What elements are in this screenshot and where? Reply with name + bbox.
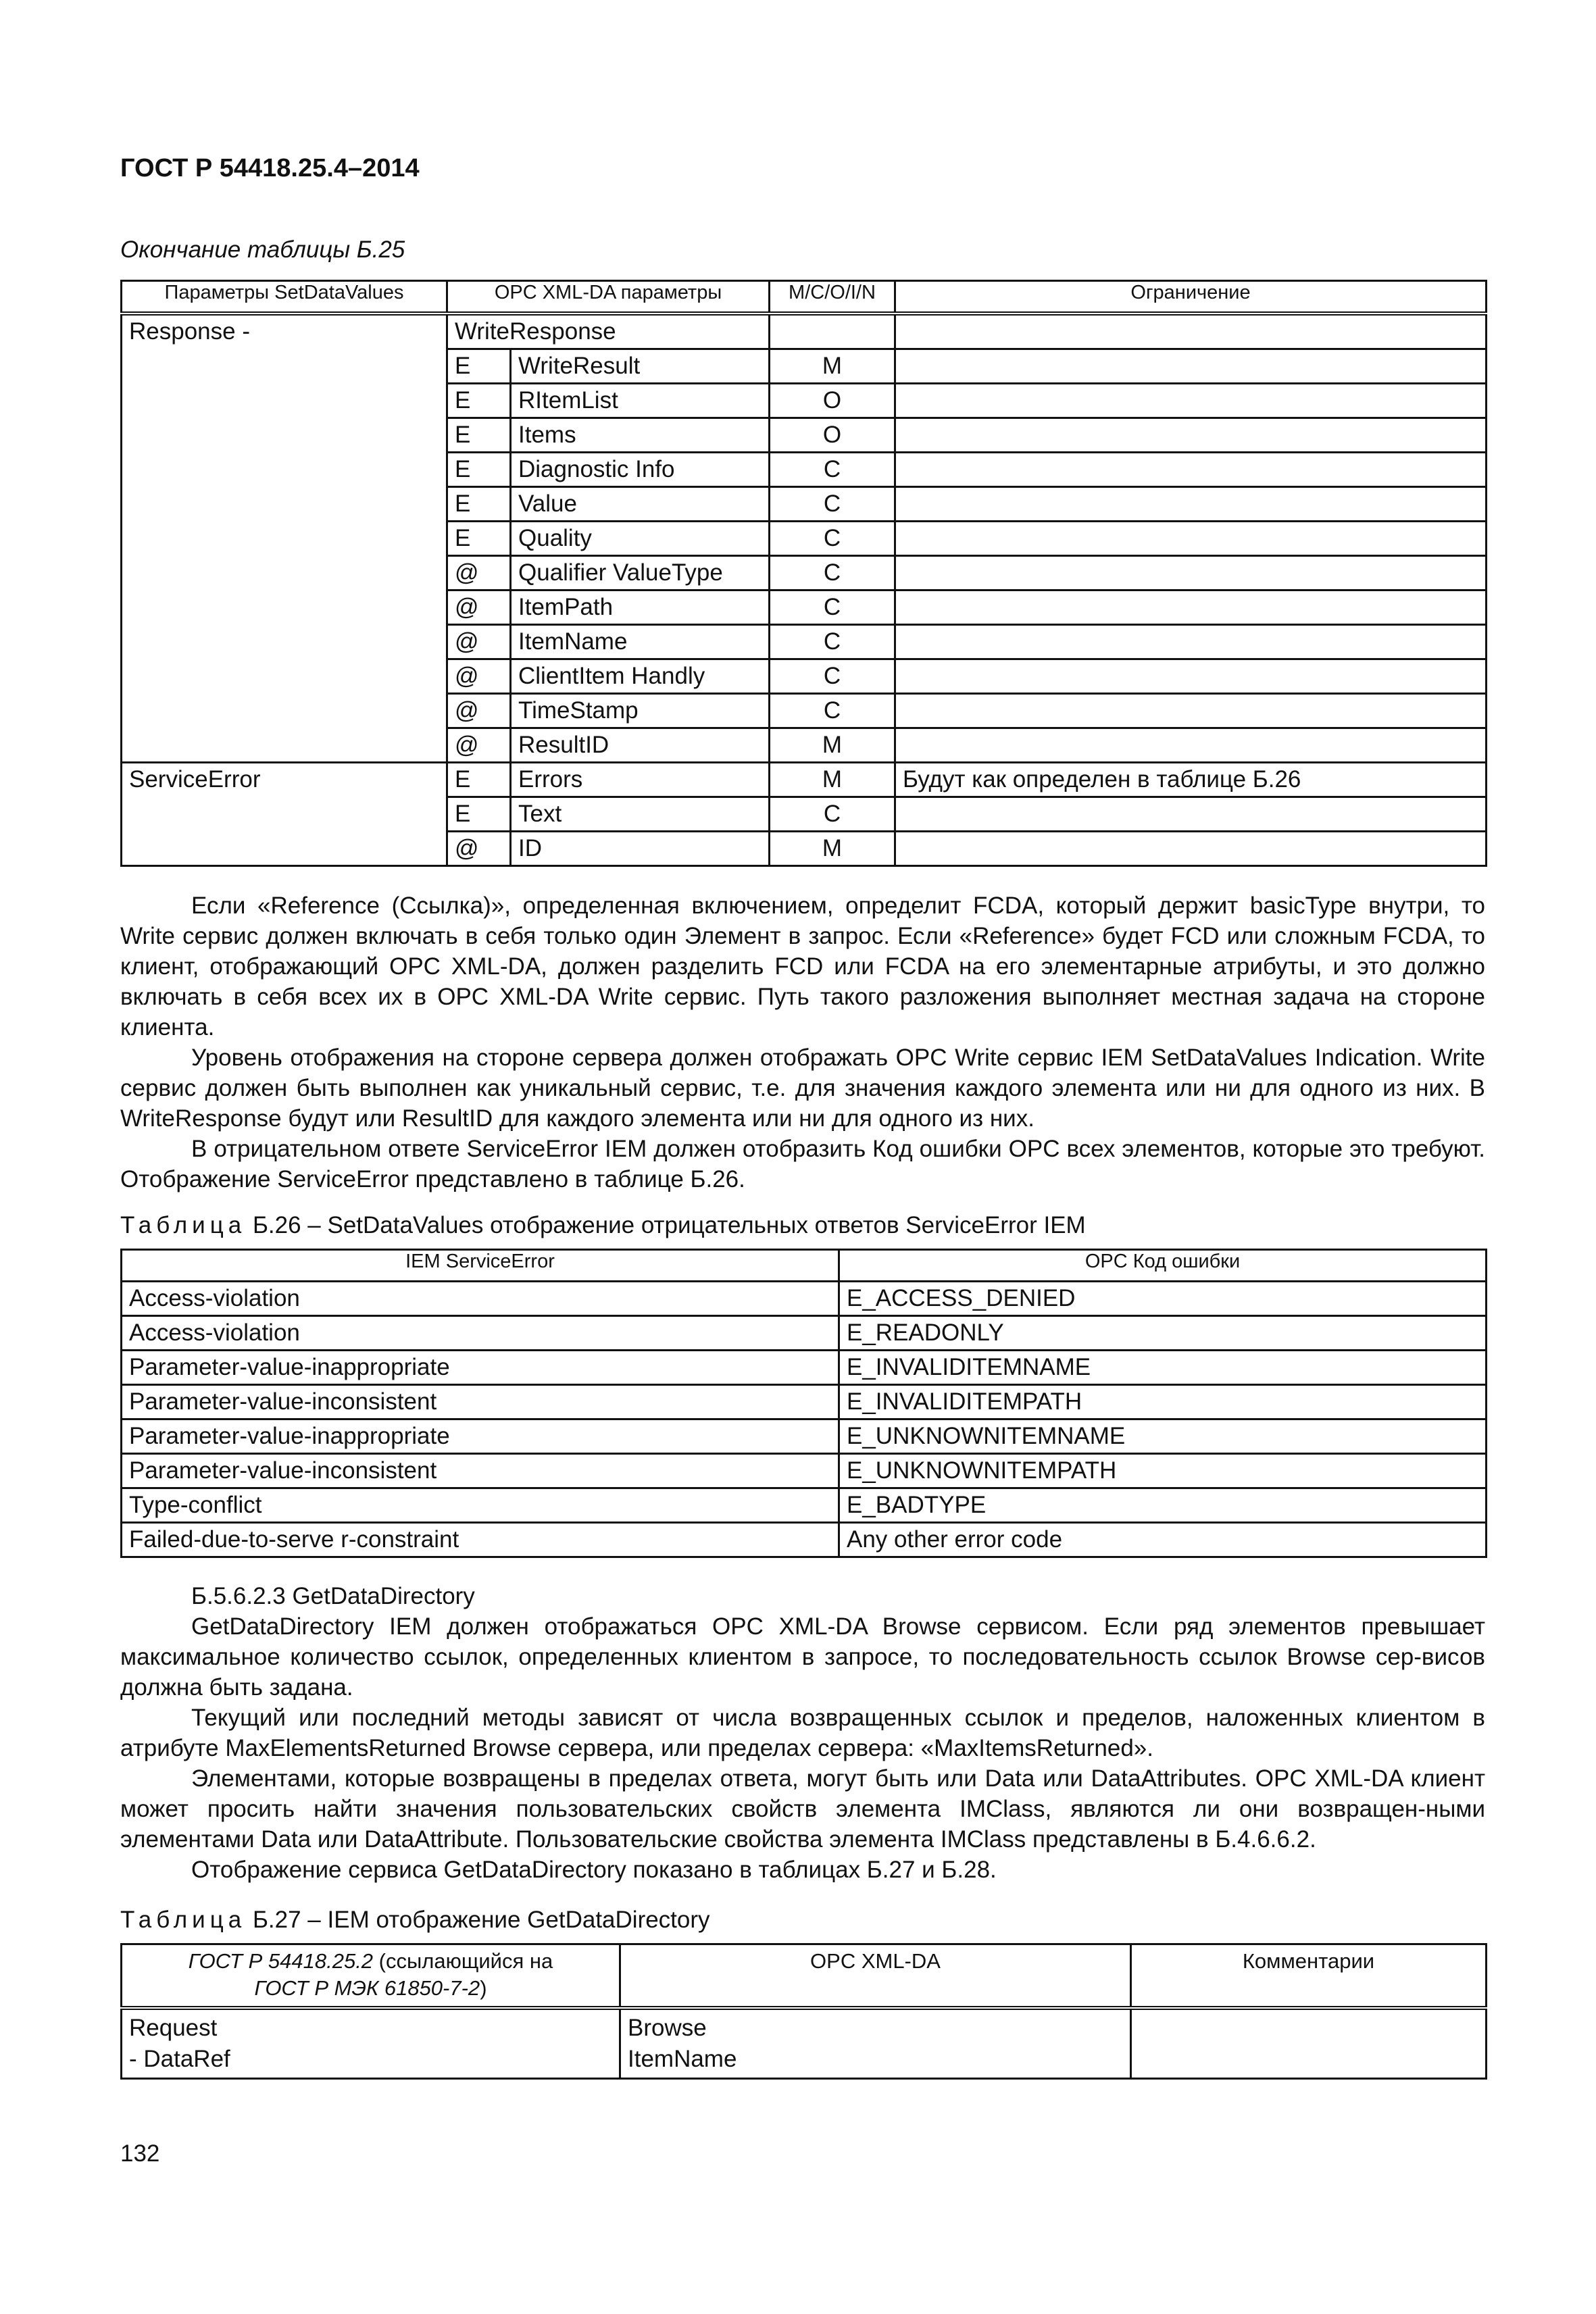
paragraph: Отображение сервиса GetDataDirectory показано в таблицах Б.27 и Б.28.: [191, 1857, 997, 1883]
opc-error-code-cell: E_BADTYPE: [839, 1488, 1487, 1523]
restriction-cell: [895, 590, 1487, 625]
column-header: OPC XML-DA параметры: [447, 281, 770, 314]
element-name-cell: Items: [511, 418, 770, 453]
paragraph: Текущий или последний методы зависят от числа возвращенных ссылок и пределов, наложенных клиентом в атрибуте MaxElementsReturned Browse сервера, или пределах сервера: «MaxItemsReturned».: [120, 1705, 1485, 1761]
restriction-cell: [895, 797, 1487, 832]
restriction-cell: [895, 832, 1487, 866]
restriction-cell: [895, 487, 1487, 522]
column-header-part: ГОСТ Р МЭК 61850-7-2: [254, 1976, 480, 2000]
element-type-cell: @: [447, 625, 511, 659]
element-type-cell: E: [447, 418, 511, 453]
element-name-cell: TimeStamp: [511, 694, 770, 728]
response-label-cell: Response -: [122, 313, 447, 763]
element-name-cell: ResultID: [511, 728, 770, 763]
table-row: [122, 1316, 1487, 1351]
table-caption-label: Таблица: [120, 1907, 247, 1933]
table-cell: [895, 313, 1487, 349]
element-name-cell: Text: [511, 797, 770, 832]
iem-service-error-cell: Type-conflict: [122, 1488, 839, 1523]
column-header: Параметры SetDataValues: [122, 281, 447, 314]
iem-service-error-cell: Parameter-value-inappropriate: [122, 1419, 839, 1454]
restriction-cell: [895, 349, 1487, 384]
column-header: Комментарии: [1131, 1944, 1487, 2009]
element-type-cell: E: [447, 797, 511, 832]
restriction-cell: [895, 522, 1487, 556]
mcoin-cell: M: [770, 349, 895, 384]
table-caption-label: Таблица: [120, 1212, 247, 1238]
cell-line: - DataRef: [129, 2046, 230, 2072]
table-header-row: [122, 1944, 1487, 2009]
opc-error-code-cell: E_INVALIDITEMNAME: [839, 1351, 1487, 1385]
opc-error-code-cell: E_UNKNOWNITEMNAME: [839, 1419, 1487, 1454]
element-type-cell: E: [447, 349, 511, 384]
column-header: OPC XML-DA: [620, 1944, 1131, 2009]
element-name-cell: RItemList: [511, 384, 770, 418]
opc-error-code-cell: E_UNKNOWNITEMPATH: [839, 1454, 1487, 1488]
cell-line: Request: [129, 2015, 218, 2041]
mcoin-cell: C: [770, 797, 895, 832]
restriction-cell: [895, 694, 1487, 728]
table-27: [120, 1943, 1487, 2080]
element-type-cell: E: [447, 522, 511, 556]
table-header-row: [122, 281, 1487, 314]
mcoin-cell: M: [770, 728, 895, 763]
table-cell: [770, 313, 895, 349]
table-row: [122, 1385, 1487, 1419]
restriction-cell: [895, 418, 1487, 453]
table-26-caption: [120, 1212, 1086, 1239]
element-name-cell: Qualifier ValueType: [511, 556, 770, 590]
table-cell: [620, 2008, 1131, 2079]
mcoin-cell: M: [770, 763, 895, 797]
table-row: [122, 763, 1487, 797]
element-name-cell: ID: [511, 832, 770, 866]
mcoin-cell: C: [770, 522, 895, 556]
table-row: [122, 1488, 1487, 1523]
table-row: [122, 1523, 1487, 1557]
cell-line: Browse: [628, 2015, 707, 2041]
response-root-cell: WriteResponse: [447, 313, 770, 349]
mcoin-cell: C: [770, 556, 895, 590]
restriction-cell: [895, 659, 1487, 694]
paragraph: Уровень отображения на стороне сервера должен отображать OPC Write сервис IEM SetDataValues Indication. Write сервис должен быть выполнен как уникальный сервис, т.е. для значения каждого элемента или ни для одного из них. В WriteResponse будут или ResultID для каждого элемента или ни для одного из них.: [120, 1045, 1485, 1132]
column-header: M/C/O/I/N: [770, 281, 895, 314]
mcoin-cell: C: [770, 659, 895, 694]
paragraph: Элементами, которые возвращены в пределах ответа, могут быть или Data или DataAttributes. OPC XML-DA клиент может просить найти значения пользовательских свойств элемента IMClass, являются ли они возвращен-ными элементами Data или DataAttribute. Пользовательские свойства элемента IMClass представлены в Б.4.6.6.2.: [120, 1765, 1485, 1853]
element-type-cell: @: [447, 590, 511, 625]
element-type-cell: @: [447, 832, 511, 866]
table-27-caption: [120, 1907, 710, 1934]
column-header-part: (ссылающийся на: [373, 1949, 553, 1973]
table-25-caption: Окончание таблицы Б.25: [120, 236, 405, 263]
mcoin-cell: O: [770, 418, 895, 453]
body-text-block-2: [120, 1581, 1485, 1885]
service-error-label-cell: ServiceError: [122, 763, 447, 866]
table-row: [122, 1282, 1487, 1316]
table-caption-text: Б.26 – SetDataValues отображение отрицательных ответов ServiceError IEM: [246, 1212, 1086, 1238]
table-row: [122, 1419, 1487, 1454]
column-header-standard-ref: [122, 1944, 620, 2009]
mcoin-cell: C: [770, 625, 895, 659]
element-name-cell: ItemName: [511, 625, 770, 659]
element-type-cell: E: [447, 453, 511, 487]
iem-service-error-cell: Failed-due-to-serve r-constraint: [122, 1523, 839, 1557]
column-header: IEM ServiceError: [122, 1250, 839, 1282]
page-number: 132: [120, 2140, 160, 2167]
table-26: [120, 1249, 1487, 1558]
element-name-cell: ItemPath: [511, 590, 770, 625]
restriction-cell: [895, 453, 1487, 487]
table-cell: [1131, 2008, 1487, 2079]
mcoin-cell: C: [770, 487, 895, 522]
opc-error-code-cell: E_ACCESS_DENIED: [839, 1282, 1487, 1316]
iem-service-error-cell: Parameter-value-inconsistent: [122, 1385, 839, 1419]
element-name-cell: Value: [511, 487, 770, 522]
paragraph: GetDataDirectory IEM должен отображаться OPC XML-DA Browse сервисом. Если ряд элементов превышает максимальное количество ссылок, определенных клиентом в запросе, то последовательность ссылок Browse сер-висов должна быть задана.: [120, 1613, 1485, 1701]
iem-service-error-cell: Parameter-value-inappropriate: [122, 1351, 839, 1385]
opc-error-code-cell: E_INVALIDITEMPATH: [839, 1385, 1487, 1419]
mcoin-cell: C: [770, 590, 895, 625]
table-caption-text: Б.27 – IEM отображение GetDataDirectory: [246, 1907, 710, 1933]
column-header: OPC Код ошибки: [839, 1250, 1487, 1282]
iem-service-error-cell: Access-violation: [122, 1316, 839, 1351]
column-header-part: ГОСТ Р 54418.25.2: [188, 1949, 374, 1973]
restriction-cell: [895, 384, 1487, 418]
table-row: [122, 1351, 1487, 1385]
table-cell: [122, 2008, 620, 2079]
table-header-row: [122, 1250, 1487, 1282]
paragraph: В отрицательном ответе ServiceError IEM должен отобразить Код ошибки OPC всех элементов, которые это требуют. Отображение ServiceError представлено в таблице Б.26.: [120, 1136, 1485, 1192]
table-row: [122, 2008, 1487, 2079]
element-type-cell: @: [447, 728, 511, 763]
cell-line: ItemName: [628, 2046, 737, 2072]
table-25: [120, 280, 1487, 867]
column-header-part: ): [480, 1976, 487, 2000]
restriction-cell: [895, 625, 1487, 659]
iem-service-error-cell: Access-violation: [122, 1282, 839, 1316]
element-name-cell: Diagnostic Info: [511, 453, 770, 487]
restriction-cell: [895, 556, 1487, 590]
mcoin-cell: O: [770, 384, 895, 418]
section-heading: Б.5.6.2.3 GetDataDirectory: [191, 1583, 475, 1609]
element-type-cell: @: [447, 556, 511, 590]
element-type-cell: @: [447, 694, 511, 728]
mcoin-cell: C: [770, 453, 895, 487]
element-name-cell: ClientItem Handly: [511, 659, 770, 694]
paragraph: Если «Reference (Ссылка)», определенная включением, определит FCDA, который держит basicType внутри, то Write сервис должен включать в себя только один Элемент в запрос. Если «Reference» будет FCD или сложным FCDA, то клиент, отображающий OPC XML-DA, должен разделить FCD или FCDA на его элементарные атрибуты, и это должно включать в себя всех их в OPC XML-DA Write сервис. Путь такого разложения выполняет местная задача на стороне клиента.: [120, 892, 1485, 1040]
mcoin-cell: C: [770, 694, 895, 728]
element-name-cell: WriteResult: [511, 349, 770, 384]
element-type-cell: @: [447, 659, 511, 694]
element-type-cell: E: [447, 487, 511, 522]
opc-error-code-cell: Any other error code: [839, 1523, 1487, 1557]
body-text-block-1: [120, 890, 1485, 1194]
restriction-cell: [895, 728, 1487, 763]
iem-service-error-cell: Parameter-value-inconsistent: [122, 1454, 839, 1488]
restriction-cell: Будут как определен в таблице Б.26: [895, 763, 1487, 797]
table-row: [122, 1454, 1487, 1488]
element-name-cell: Quality: [511, 522, 770, 556]
element-type-cell: E: [447, 384, 511, 418]
opc-error-code-cell: E_READONLY: [839, 1316, 1487, 1351]
document-header: ГОСТ Р 54418.25.4–2014: [120, 154, 420, 182]
mcoin-cell: M: [770, 832, 895, 866]
element-type-cell: E: [447, 763, 511, 797]
element-name-cell: Errors: [511, 763, 770, 797]
column-header: Ограничение: [895, 281, 1487, 314]
table-row: [122, 313, 1487, 349]
